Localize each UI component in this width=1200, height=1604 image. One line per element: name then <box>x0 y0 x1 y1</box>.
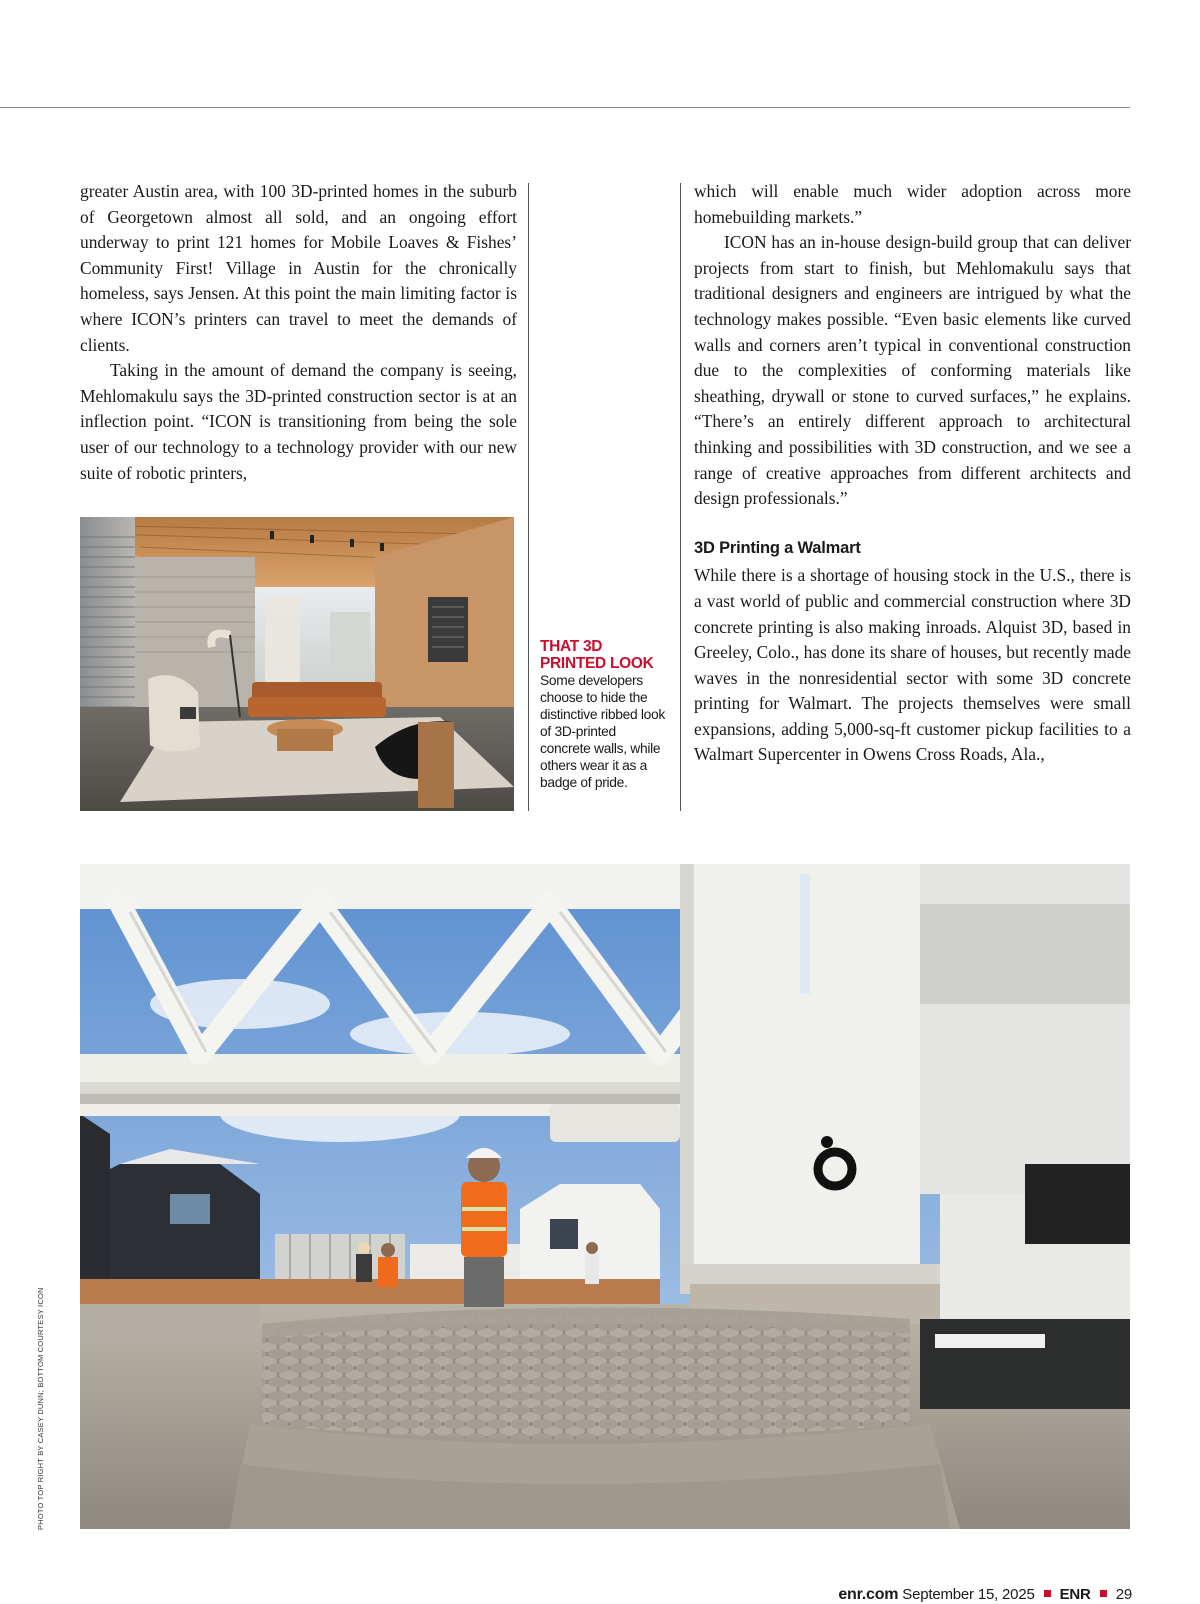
footer-date: September 15, 2025 <box>902 1586 1035 1603</box>
caption-text: Some developers choose to hide the distinctive ribbed look of 3D-printed concrete walls, while others wear it as a badge of pride. <box>540 673 666 790</box>
construction-printer-illustration <box>80 864 1130 1529</box>
photo-caption <box>540 638 668 791</box>
footer-site: enr.com <box>838 1586 899 1603</box>
page-number: 29 <box>1115 1586 1132 1603</box>
column-divider <box>528 183 529 811</box>
paragraph: Taking in the amount of demand the company is seeing, Mehlomakulu says the 3D-printed construction sector is at an inflection point. “ICON is transitioning from being the sole user of our technology to a technology provider with our new suite of robotic printers, <box>80 360 517 483</box>
living-room-illustration <box>80 517 514 811</box>
paragraph: ICON has an in-house design-build group that can deliver projects from start to finish, but Mehlomakulu says that traditional designers and engineers are intrigued by what the technology makes possible. “Even basic elements like curved walls and corners aren’t typical in conventional construction due to the complexities of conforming materials like sheathing, drywall or stone to curved surfaces,” he explains. “There’s an entirely different approach to architectural thinking and possibilities with 3D construction, and we see a range of creative approaches from different architects and design professionals.” <box>694 232 1131 509</box>
paragraph: greater Austin area, with 100 3D-printed homes in the suburb of Georgetown almost all sold, and an ongoing effort underway to print 121 homes for Mobile Loaves & Fishes’ Community First! Village in Austin for the chronically homeless, says Jensen. At this point the main limiting factor is where ICON’s printers can travel to meet the demands of clients. <box>80 181 517 355</box>
paragraph: While there is a shortage of housing stock in the U.S., there is a vast world of public and commercial construction where 3D concrete printing is also making inroads. Alquist 3D, based in Greeley, Colo., has done its share of houses, but recently made waves in the nonresidential sector with some 3D concrete printing for Walmart. The projects themselves were small expansions, adding 5,000-sq-ft customer pickup facilities to a Walmart Supercenter in Owens Cross Roads, Ala., <box>694 565 1131 765</box>
interior-photo <box>80 517 514 811</box>
header-rule <box>0 107 1130 108</box>
caption-title: THAT 3D PRINTED LOOK <box>540 638 654 672</box>
section-subhead: 3D Printing a Walmart <box>694 538 861 557</box>
article-column-left <box>80 179 517 486</box>
printer-photo <box>80 864 1130 1529</box>
photo-credit: PHOTO TOP RIGHT BY CASEY DUNN; BOTTOM COURTESY ICON <box>36 1287 45 1530</box>
red-square-icon <box>1100 1590 1107 1597</box>
page-footer <box>838 1586 1132 1604</box>
footer-magazine: ENR <box>1059 1586 1091 1603</box>
column-divider <box>680 183 681 811</box>
red-square-icon <box>1044 1590 1051 1597</box>
paragraph: which will enable much wider adoption across more homebuilding markets.” <box>694 181 1131 227</box>
article-column-right <box>694 179 1131 768</box>
